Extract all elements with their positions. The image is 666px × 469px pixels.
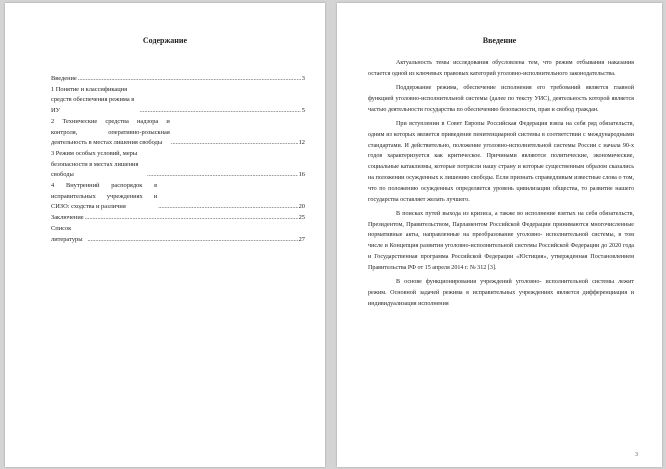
table-of-contents [51, 74, 305, 245]
toc-entry-page: 12 [298, 139, 305, 147]
toc-entry-page: 27 [298, 235, 305, 243]
toc-entry-page: 20 [298, 203, 305, 211]
toc-entry-text: Список литературы [51, 224, 83, 243]
toc-entry[interactable] [51, 74, 305, 85]
toc-entry-text: 3 Режим особых условий, меры безопасности в местах лишения свободы [51, 149, 139, 179]
toc-entry[interactable] [51, 224, 305, 245]
toc-entry-text: 4 Внутренний распорядок в исправительных учреждениях и СИЗО: сходства и различия [51, 182, 158, 211]
introduction-body [368, 58, 634, 313]
page-number: 3 [635, 452, 638, 458]
toc-entry-page: 25 [298, 214, 305, 222]
toc-entry[interactable] [51, 149, 305, 181]
toc-leader-dots [147, 170, 298, 181]
introduction-page [337, 3, 662, 467]
toc-entry-page: 5 [301, 107, 305, 115]
paragraph: При вступлении в Совет Европы Российская Федерация взяла на себя ряд обязательств, одним из которых является приведение пенитенциарной системы в соответствии с международными стандартами. И действительно, положение уголовно-исполнительной системы России с начала 90-х годов характеризуется как критическое. Причинами являются политические, экономические, социальные катаклизмы, которые потрясли нашу страну и которые существенным образом сказались на положении осужденных к лишению свободы. Если признать справедливым известные слова о том, что по положению осужденных определяется уровень цивилизации общества, то развитие нашего государства оставляет желать лучшего. [368, 120, 634, 203]
toc-entry-text: 2 Технические средства надзора и контроля, оперативно-розыскная деятельность в местах лишения свободы [51, 117, 170, 147]
paragraph: В поисках путей выхода из кризиса, а также во исполнение взятых на себя обязательств, Президентом, Правительством, Парламентом Российской Федерации принимаются многочисленные нормативные акты, направленные на преобразование уголовно- исполнительной системы, в том числе и Концепция развития уголовно-исполнительной системы Российской Федерации до 2020 года и Государственная программа Российской Федерации «Юстиция», утвержденная Постановлением Правительства РФ от 15 апреля 2014 г. № 312 [3]. [368, 210, 634, 271]
introduction-title: Введение [482, 36, 517, 45]
toc-leader-dots [140, 106, 301, 117]
toc-leader-dots [78, 74, 301, 85]
toc-entry-page: 16 [298, 171, 305, 179]
toc-entry[interactable] [51, 85, 305, 117]
paragraph: Поддержание режима, обеспечение исполнения его требований является главной функцией уголовно-исполнительной системы (далее по тексту УИС), деятельность которой является частью деятельности государства по обеспечению безопасности, прав и свобод граждан. [368, 85, 634, 113]
toc-leader-dots [87, 235, 297, 246]
paragraph: В основе функционирования учреждений уголовно- исполнительной системы лежит режим. Основной задачей режима в исправительных учреждениях является дифференциация и индивидуализация исполнения [368, 279, 634, 307]
toc-leader-dots [158, 202, 297, 213]
toc-entry-page: 3 [301, 75, 305, 82]
toc-entry-text: 1 Понятие и классификация средств обеспечения режима в ИУ [51, 85, 135, 115]
toc-leader-dots [171, 138, 298, 149]
toc-entry[interactable] [51, 213, 305, 224]
paragraph: Актуальность темы исследования обусловлена тем, что режим отбывания наказания остается одной из ключевых правовых категорий уголовно-исполнительного законодательства. [368, 60, 634, 77]
toc-title: Содержание [142, 36, 188, 45]
toc-leader-dots [85, 213, 298, 224]
toc-page [5, 3, 325, 467]
toc-entry[interactable] [51, 181, 305, 213]
toc-entry[interactable] [51, 117, 305, 149]
toc-entry-text: Заключение [51, 214, 84, 222]
toc-entry-text: Введение [51, 75, 77, 82]
